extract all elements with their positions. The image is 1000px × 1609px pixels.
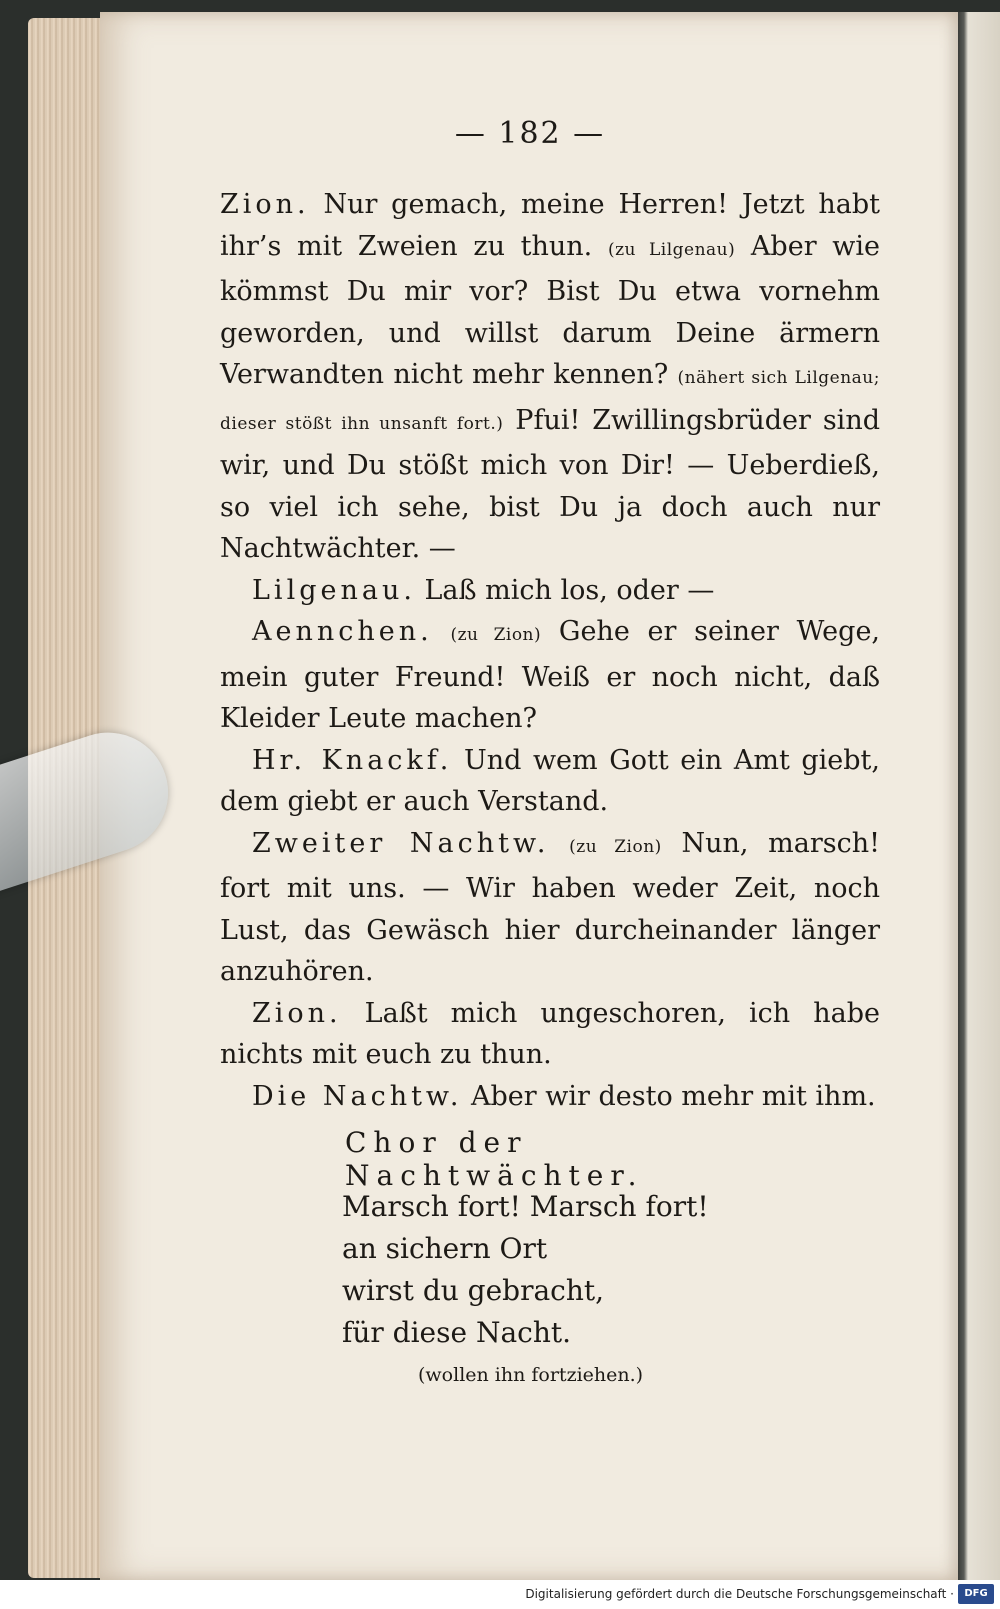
paragraph-zion-2 <box>220 993 880 1076</box>
gutter-shadow <box>958 12 1000 1580</box>
dialogue-text: Laß mich los, oder — <box>415 574 715 606</box>
stage-direction: (zu Zion) <box>450 625 542 645</box>
speaker-name: Zion. <box>220 189 310 220</box>
stage-direction: (zu Zion) <box>569 836 662 857</box>
dialogue-text: Aber wir desto mehr mit ihm. <box>462 1080 876 1112</box>
stage-direction: (zu Lilgenau) <box>607 239 736 260</box>
verse-line: für diese Nacht. <box>342 1316 572 1349</box>
paragraph-zweiter-nachtw <box>220 823 880 993</box>
paragraph-knackf <box>220 740 880 823</box>
speaker-name: Die Nachtw. <box>252 1080 463 1112</box>
dialogue-text: Und wem Gott ein Amt giebt, dem giebt er auch Verstand. <box>220 744 880 817</box>
speaker-name: Aennchen. <box>252 616 433 647</box>
main-text <box>220 184 880 1117</box>
funding-notice: Digitalisierung gefördert durch die Deutsche Forschungsgemeinschaft · <box>525 1587 954 1601</box>
dfg-logo-icon: DFG <box>958 1584 994 1604</box>
paragraph-lilgenau <box>220 570 880 612</box>
speaker-name: Hr. Knackf. <box>252 744 453 776</box>
verse-line: an sichern Ort <box>342 1232 548 1265</box>
dialogue-text: Aber wie kömmst Du mir vor? Bist Du etwa vornehm geworden, und willst darum Deine ärmern Verwandten nicht mehr kennen? <box>220 230 881 390</box>
dialogue-text: Pfui! Zwillingsbrüder sind wir, und Du stößt mich von Dir! — Ueberdieß, so viel ich sehe, bist Du ja doch auch nur Nachtwächter. — <box>220 404 880 564</box>
verse-line: wirst du gebracht, <box>342 1274 605 1307</box>
speaker-name: Zion. <box>252 997 342 1029</box>
page-number: — 182 — <box>454 116 606 151</box>
paragraph-zion-1 <box>220 184 880 570</box>
paragraph-die-nachtw <box>220 1076 880 1118</box>
dialogue-text: Nur gemach, meine Herren! Jetzt habt ihr’s mit Zweien zu thun. <box>220 189 880 262</box>
stage-direction: (nähert sich Lilgenau; dieser stößt ihn unsanft fort.) <box>220 368 880 434</box>
verse-block <box>342 1186 802 1354</box>
dialogue-text: Nun, marsch! fort mit uns. — Wir haben weder Zeit, noch Lust, das Gewäsch hier durcheinander länger anzuhören. <box>220 827 880 987</box>
verse-line: Marsch fort! Marsch fort! <box>342 1190 709 1223</box>
chorus-heading: Chor der Nachtwächter. <box>345 1126 644 1192</box>
closing-stage-direction: (wollen ihn fortziehen.) <box>418 1364 644 1386</box>
footer-bar <box>0 1580 1000 1609</box>
dialogue-text: Gehe er seiner Wege, mein guter Freund! Weiß er noch nicht, daß Kleider Leute machen? <box>220 616 881 734</box>
speaker-name: Lilgenau. <box>252 574 416 606</box>
speaker-name: Zweiter Nachtw. <box>252 827 550 859</box>
dialogue-text: Laßt mich ungeschoren, ich habe nichts mit euch zu thun. <box>220 997 880 1070</box>
paragraph-aennchen <box>220 611 880 740</box>
